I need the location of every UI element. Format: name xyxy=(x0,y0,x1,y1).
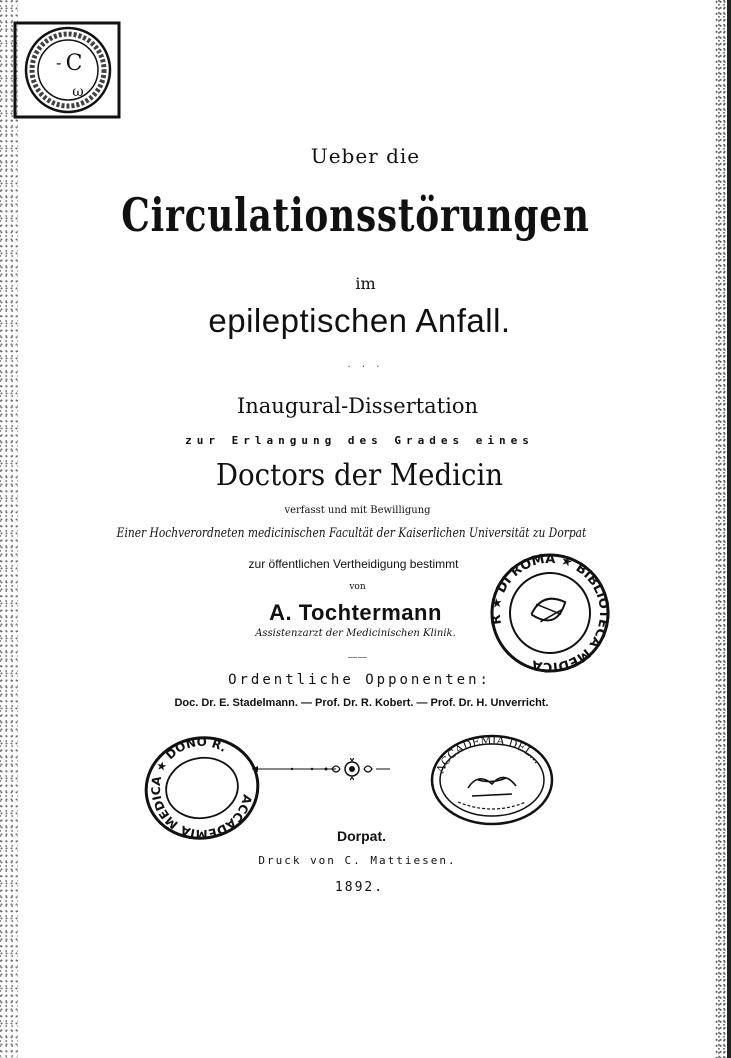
svg-text:-: - xyxy=(56,53,62,72)
approval-text: verfasst und mit Bewilligung xyxy=(284,505,431,516)
main-title: Circulationsstörungen xyxy=(121,188,590,242)
publication-year: 1892. xyxy=(334,880,385,895)
intro-text: Ueber die xyxy=(310,144,421,168)
library-stamp-bottom-left xyxy=(140,734,265,842)
author-position: Assistenzarzt der Medicinischen Klinik. xyxy=(255,628,456,639)
connector-text: im xyxy=(355,274,376,293)
dissertation-type: Inaugural-Dissertation xyxy=(236,394,479,418)
author-name: A. Tochtermann xyxy=(269,600,442,625)
ornament-divider xyxy=(252,758,392,780)
stamp-oval-text: ACCADEMIA DEL... xyxy=(433,733,545,775)
stamp-number: C xyxy=(65,51,83,76)
separator-dots: · · · xyxy=(347,362,384,373)
library-stamp-top-left xyxy=(12,20,122,120)
separator-dash: —— xyxy=(347,652,368,663)
printer: Druck von C. Mattiesen. xyxy=(258,854,457,867)
opponents-list: Doc. Dr. E. Stadelmann. — Prof. Dr. R. Kobert. — Prof. Dr. H. Unverricht. xyxy=(174,697,549,709)
svg-text:ω: ω xyxy=(72,84,84,100)
degree-name: Doctors der Medicin xyxy=(215,458,504,493)
defense-text: zur öffentlichen Vertheidigung bestimmt xyxy=(248,557,459,571)
opponents-heading: Ordentliche Opponenten: xyxy=(228,672,491,688)
by-text: von xyxy=(349,582,366,592)
subtitle: epileptischen Anfall. xyxy=(208,302,511,339)
stamp-left-text: ACCADEMIA MEDICA ★ DONO R. xyxy=(148,734,255,842)
publication-place: Dorpat. xyxy=(337,828,386,844)
library-stamp-oval xyxy=(428,732,556,828)
library-stamp-right xyxy=(480,548,620,678)
stamp-right-text: R ★ DI ROMA ★ BIBLIOTECA MEDICA xyxy=(488,551,612,675)
faculty-text: Einer Hochverordneten medicinischen Facultät der Kaiserlichen Universität zu Dorpat xyxy=(116,526,587,541)
degree-purpose: zur Erlangung des Grades eines xyxy=(185,434,534,447)
